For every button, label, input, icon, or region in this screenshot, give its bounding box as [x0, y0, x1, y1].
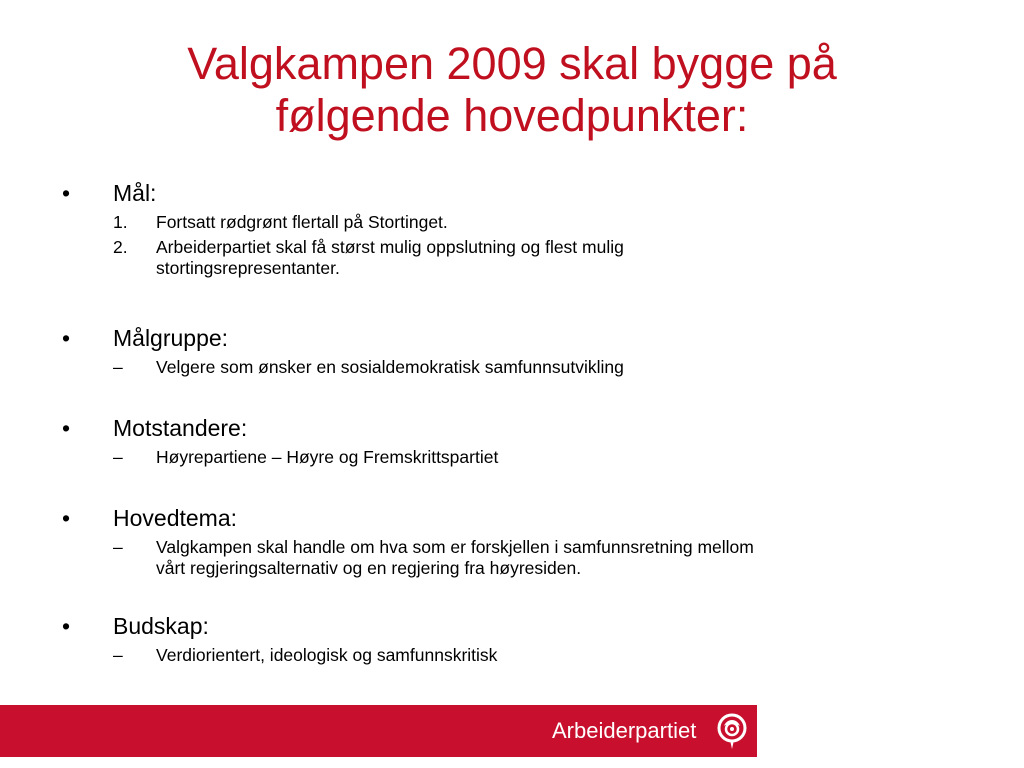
sub-list [60, 357, 960, 378]
list-item [60, 237, 960, 279]
section-heading-text: Målgruppe: [113, 325, 229, 351]
section-hovedtema [60, 503, 960, 611]
section-heading-text: Mål: [113, 180, 157, 206]
list-item [60, 447, 960, 468]
list-item-text: Fortsatt rødgrønt flertall på Stortinget. [156, 212, 448, 232]
list-item-text: Arbeiderpartiet skal få størst mulig oppslutning og flest mulig [156, 237, 624, 257]
bullet-dot: • [62, 180, 71, 206]
bullet-dot: • [62, 325, 71, 351]
sub-list [60, 537, 960, 579]
bullet-dot: • [62, 613, 71, 639]
bullet-dot: • [62, 415, 71, 441]
footer-party-name: Arbeiderpartiet [552, 718, 697, 743]
list-item [60, 212, 960, 233]
list-item [60, 357, 960, 378]
slide-title-line-2: følgende hovedpunkter: [275, 90, 749, 141]
list-item-text: Valgkampen skal handle om hva som er forskjellen i samfunnsretning mellom [156, 537, 754, 557]
section-heading [60, 503, 960, 533]
slide-title-line-1: Valgkampen 2009 skal bygge på [187, 38, 837, 89]
section-heading-text: Motstandere: [113, 415, 248, 441]
list-marker: – [113, 357, 123, 377]
list-marker: 1. [113, 212, 128, 232]
list-marker: 2. [113, 237, 128, 257]
section-heading-text: Hovedtema: [113, 505, 238, 531]
list-marker: – [113, 645, 123, 665]
bullet-dot: • [62, 505, 71, 531]
list-item [60, 537, 960, 579]
list-item-text: Verdiorientert, ideologisk og samfunnskritisk [156, 645, 498, 665]
sub-list [60, 645, 960, 666]
list-item [60, 645, 960, 666]
section-motstandere [60, 413, 960, 503]
rose-icon [715, 712, 749, 750]
section-heading-text: Budskap: [113, 613, 209, 639]
sub-list [60, 212, 960, 279]
list-item-text: Velgere som ønsker en sosialdemokratisk samfunnsutvikling [156, 357, 624, 377]
section-heading [60, 413, 960, 443]
section-heading [60, 178, 960, 208]
section-maal [60, 178, 960, 323]
bullet-content [60, 178, 960, 671]
list-marker: – [113, 537, 123, 557]
sub-list [60, 447, 960, 468]
section-heading [60, 323, 960, 353]
section-maalgruppe [60, 323, 960, 413]
slide-title [0, 38, 1024, 142]
list-item-text-continuation: stortingsrepresentanter. [156, 258, 340, 278]
list-item-text-continuation: vårt regjeringsalternativ og en regjering fra høyresiden. [156, 558, 582, 578]
section-budskap [60, 611, 960, 671]
section-heading [60, 611, 960, 641]
list-item-text: Høyrepartiene – Høyre og Fremskrittspartiet [156, 447, 499, 467]
list-marker: – [113, 447, 123, 467]
